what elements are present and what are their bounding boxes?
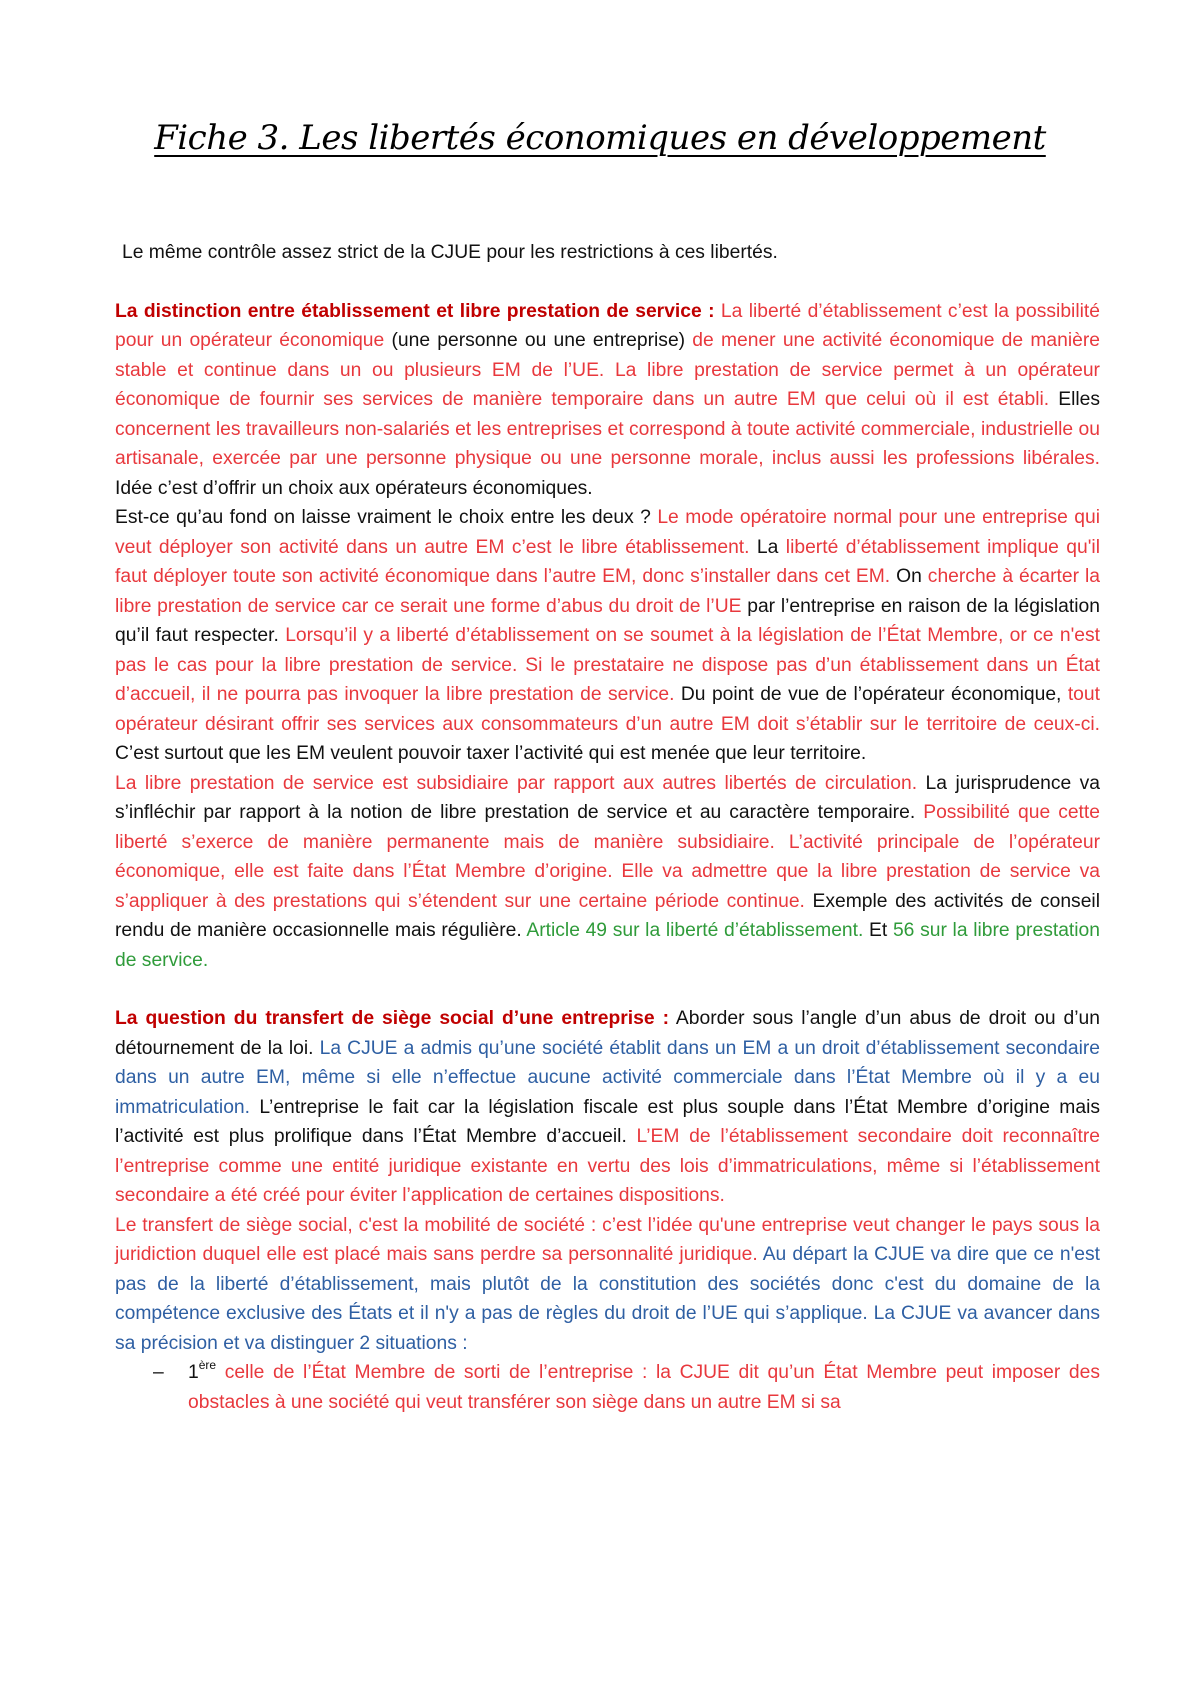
text-red: tout opérateur désirant offrir ses services aux consommateurs d’un autre EM doit s’établir sur le territoire de ceux-ci. xyxy=(115,684,1100,735)
text-black: (une personne ou une entreprise) xyxy=(384,330,693,351)
paragraph-establishment-vs-service xyxy=(115,297,1100,504)
text-black: Elles xyxy=(1049,389,1100,410)
text-blue: Au départ la CJUE va dire que ce n'est pas de la liberté d’établissement, mais plutôt de la constitution des sociétés donc c'est du domaine de la compétence exclusive des États et il n'y a pas de règles du droit de l’UE qui s’applique. La CJUE va avancer dans sa précision et va distinguer 2 situations : xyxy=(115,1244,1101,1354)
text-black: La xyxy=(749,536,786,558)
paragraph-company-mobility xyxy=(115,1211,1100,1359)
document-body xyxy=(115,238,1100,1417)
intro-paragraph: Le même contrôle assez strict de la CJUE pour les restrictions à ces libertés. xyxy=(122,242,778,263)
text-black: Exemple des activités de conseil rendu de manière occasionnelle mais régulière. xyxy=(115,890,1100,941)
paragraph-spacer xyxy=(115,268,1100,297)
text-red: de mener une activité économique de manière stable et continue dans un ou plusieurs EM de l’UE. xyxy=(115,330,1100,381)
text-black: C’est surtout que les EM veulent pouvoir taxer l’activité qui est menée que leur territoire. xyxy=(115,743,867,764)
text-red: concernent les travailleurs non-salariés et les entreprises et correspond à toute activité commerciale, industrielle ou artisanale, exercée par une personne physique ou une personne morale, inclus aussi les professions libérales. xyxy=(115,418,1100,469)
text-blue: La CJUE a admis qu’une société établit dans un EM a un droit d’établissement secondaire dans un autre EM, même si elle n’effectue aucune activité commerciale dans l’État Membre où il y a eu immatriculation. xyxy=(115,1037,1100,1118)
ordinal-number: 1 xyxy=(188,1362,199,1383)
text-red: liberté d’établissement implique qu'il faut déployer toute son activité économique dans l’autre EM, donc s’installer dans cet EM. xyxy=(115,536,1100,587)
paragraph-choice xyxy=(115,503,1100,769)
text-red: Le transfert de siège social, c'est la mobilité de société : c’est l’idée qu'une entreprise veut changer le pays sous la juridiction duquel elle est placé mais sans perdre sa personnalité juridique. xyxy=(115,1214,1100,1265)
text-black: On xyxy=(890,566,928,587)
text-black: Et xyxy=(863,920,893,941)
section-heading-seat-transfer: La question du transfert de siège social d’une entreprise : xyxy=(115,1008,670,1029)
page-title: Fiche 3. Les libertés économiques en développement xyxy=(154,118,1046,158)
list-item xyxy=(115,1358,1100,1417)
text-red: cherche à écarter la libre prestation de service car ce serait une forme d’abus du droit de l’UE xyxy=(115,566,1100,617)
text-black: L’entreprise le fait car la législation fiscale est plus souple dans l’État Membre d’origine mais l’activité est plus prolifique dans l’État Membre d’accueil. xyxy=(115,1096,1100,1147)
text-green-article-49: Article 49 sur la liberté d’établissement. xyxy=(526,920,864,941)
text-black: Du point de vue de l’opérateur économique, xyxy=(674,684,1068,705)
text-black: par l’entreprise en raison de la législation qu’il faut respecter. xyxy=(115,595,1100,646)
paragraph-subsidiary xyxy=(115,769,1100,976)
text-red: La libre prestation de service est subsidiaire par rapport aux autres libertés de circulation. xyxy=(115,772,918,794)
situations-list xyxy=(115,1358,1100,1417)
text-black: Aborder sous l’angle d’un abus de droit ou d’un détournement de la loi. xyxy=(115,1008,1100,1059)
text-green-article-56: 56 sur la libre prestation de service. xyxy=(115,920,1101,971)
text-red: Lorsqu’il y a liberté d’établissement on se soumet à la législation de l’État Membre, or ce n'est pas le cas pour la libre prestation de service. Si le prestataire ne dispose pas d’un établissement dans un État d’accueil, il ne pourra pas invoquer la libre prestation de service. xyxy=(115,625,1100,705)
paragraph-seat-transfer xyxy=(115,1004,1100,1211)
section-heading-distinction: La distinction entre établissement et libre prestation de service : xyxy=(115,300,715,322)
text-red: celle de l’État Membre de sorti de l’entreprise : la CJUE dit qu’un État Membre peut imposer des obstacles à une société qui veut transférer son siège dans un autre EM si sa xyxy=(188,1362,1100,1413)
text-red: Le mode opératoire normal pour une entreprise qui veut déployer son activité dans un autre EM c’est le libre établissement. xyxy=(115,507,1100,558)
dash-bullet: – xyxy=(153,1362,164,1383)
paragraph-spacer xyxy=(115,975,1100,1004)
text-red: Possibilité que cette liberté s’exerce de manière permanente mais de manière subsidiaire. L’activité principale de l’opérateur économique, elle est faite dans l’État Membre d’origine. Elle va admettre que la libre prestation de service va s’appliquer à des prestations qui s’étendent sur une certaine période continue. xyxy=(115,802,1100,912)
text-red: La libre prestation de service permet à un opérateur économique de fournir ses services de manière temporaire dans un autre EM que celui où il est établi. xyxy=(115,359,1100,410)
text-red: La liberté d’établissement c’est la possibilité pour un opérateur économique xyxy=(115,300,1100,351)
ordinal-suffix: ère xyxy=(198,1357,217,1372)
text-black: Idée c’est d’offrir un choix aux opérateurs économiques. xyxy=(115,477,593,499)
text-black: Est-ce qu’au fond on laisse vraiment le choix entre les deux ? xyxy=(115,507,658,528)
text-red: L’EM de l’établissement secondaire doit reconnaître l’entreprise comme une entité juridique existante en vertu des lois d’immatriculations, même si l’établissement secondaire a été créé pour éviter l’application de certaines dispositions. xyxy=(115,1126,1100,1206)
text-black: La jurisprudence va s’infléchir par rapport à la notion de libre prestation de service et au caractère temporaire. xyxy=(115,772,1100,823)
